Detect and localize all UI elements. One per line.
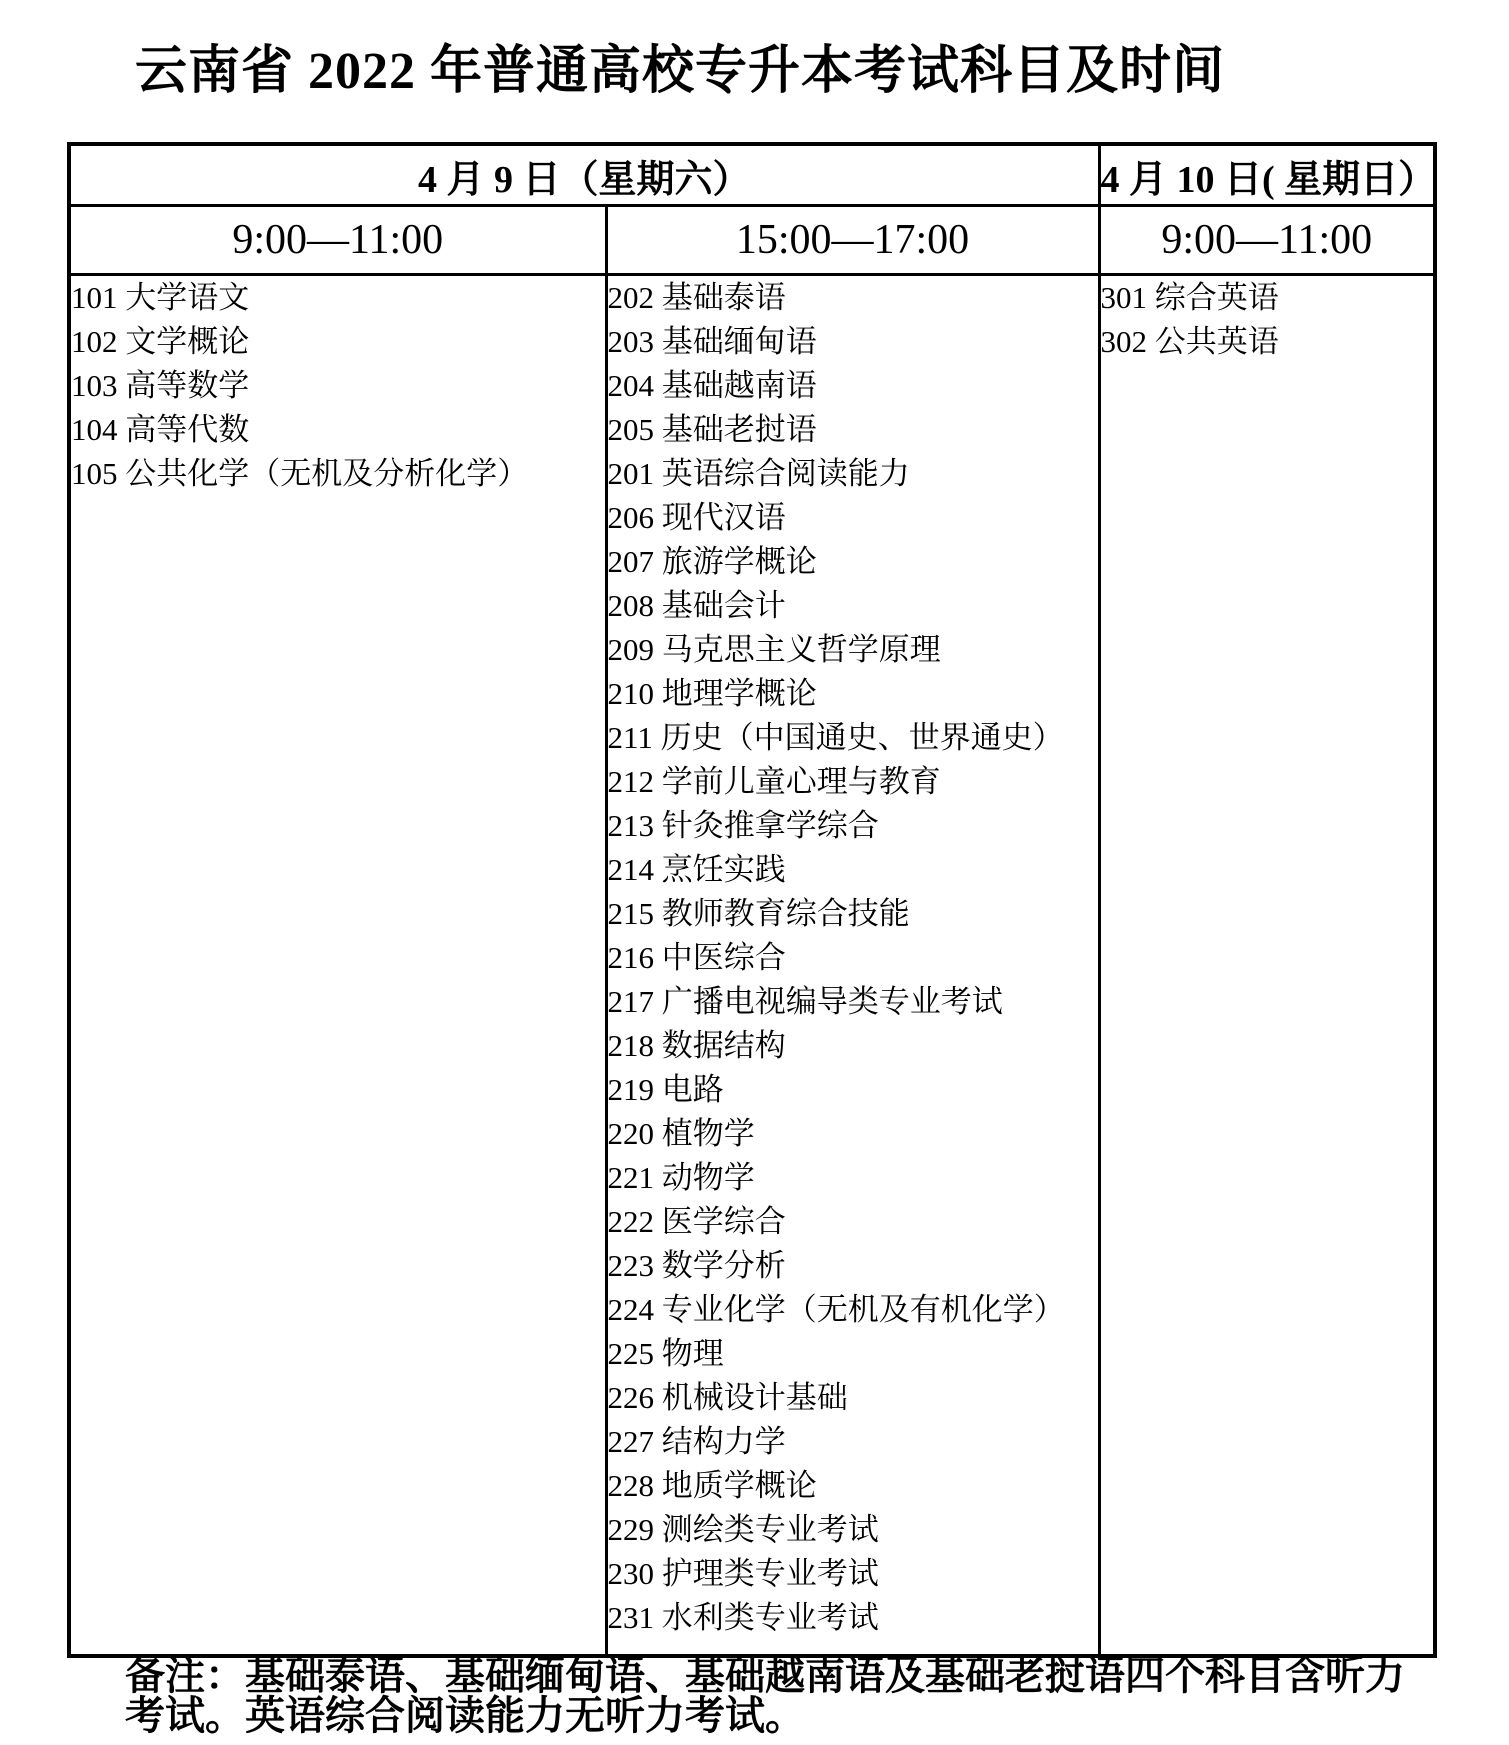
subject-item: 105 公共化学（无机及分析化学） (71, 456, 529, 491)
subject-item: 224 专业化学（无机及有机化学） (607, 1292, 1065, 1327)
subject-item: 301 综合英语 (1100, 280, 1279, 315)
time-slot-sat-morning: 9:00—11:00 (69, 206, 606, 275)
subject-item: 203 基础缅甸语 (607, 324, 817, 359)
subject-item: 302 公共英语 (1100, 324, 1279, 359)
subject-item: 205 基础老挝语 (607, 412, 817, 447)
subject-item: 219 电路 (607, 1072, 724, 1107)
subject-item: 207 旅游学概论 (607, 544, 817, 579)
subject-item: 210 地理学概论 (607, 676, 817, 711)
subjects-sun-morning (1099, 275, 1435, 1657)
subject-item: 223 数学分析 (607, 1248, 786, 1283)
subject-item: 202 基础泰语 (607, 280, 786, 315)
subject-item: 209 马克思主义哲学原理 (607, 632, 941, 667)
subject-item: 102 文学概论 (71, 324, 250, 359)
subject-item: 212 学前儿童心理与教育 (607, 764, 941, 799)
date-header-sunday: 4 月 10 日( 星期日） (1099, 144, 1435, 206)
subject-item: 231 水利类专业考试 (607, 1600, 879, 1635)
footnote-line-1: 备注：基础泰语、基础缅甸语、基础越南语及基础老挝语四个科目含听力 (125, 1653, 1405, 1698)
subject-item: 226 机械设计基础 (607, 1380, 848, 1415)
subject-item: 215 教师教育综合技能 (607, 896, 910, 931)
subject-item: 220 植物学 (607, 1116, 755, 1151)
subject-item: 230 护理类专业考试 (607, 1556, 879, 1591)
subject-item: 216 中医综合 (607, 940, 786, 975)
time-slot-sat-afternoon: 15:00—17:00 (606, 206, 1099, 275)
subject-item: 208 基础会计 (607, 588, 786, 623)
subject-item: 221 动物学 (607, 1160, 755, 1195)
subject-item: 229 测绘类专业考试 (607, 1512, 879, 1547)
subject-item: 225 物理 (607, 1336, 724, 1371)
subjects-row (69, 275, 1435, 1657)
time-header-row (69, 206, 1435, 275)
date-header-row (69, 144, 1435, 206)
subject-item: 201 英语综合阅读能力 (607, 456, 910, 491)
subject-item: 101 大学语文 (71, 280, 250, 315)
subject-item: 222 医学综合 (607, 1204, 786, 1239)
subject-item: 214 烹饪实践 (607, 852, 786, 887)
time-slot-sun-morning: 9:00—11:00 (1099, 206, 1435, 275)
footnote (125, 1653, 1475, 1738)
subjects-sat-morning (69, 275, 606, 1657)
footnote-line-2: 考试。英语综合阅读能力无听力考试。 (125, 1693, 805, 1738)
date-header-saturday: 4 月 9 日（星期六） (69, 144, 1099, 206)
subject-item: 213 针灸推拿学综合 (607, 808, 879, 843)
subject-item: 206 现代汉语 (607, 500, 786, 535)
subjects-sat-afternoon (606, 275, 1099, 1657)
subject-item: 211 历史（中国通史、世界通史） (607, 720, 1064, 755)
subject-item: 103 高等数学 (71, 368, 250, 403)
subject-item: 228 地质学概论 (607, 1468, 817, 1503)
page-title: 云南省 2022 年普通高校专升本考试科目及时间 (134, 43, 1225, 100)
subject-item: 217 广播电视编导类专业考试 (607, 984, 1003, 1019)
subject-item: 218 数据结构 (607, 1028, 786, 1063)
subject-item: 204 基础越南语 (607, 368, 817, 403)
subject-item: 104 高等代数 (71, 412, 250, 447)
subject-item: 227 结构力学 (607, 1424, 786, 1459)
exam-schedule-table (67, 142, 1437, 1658)
